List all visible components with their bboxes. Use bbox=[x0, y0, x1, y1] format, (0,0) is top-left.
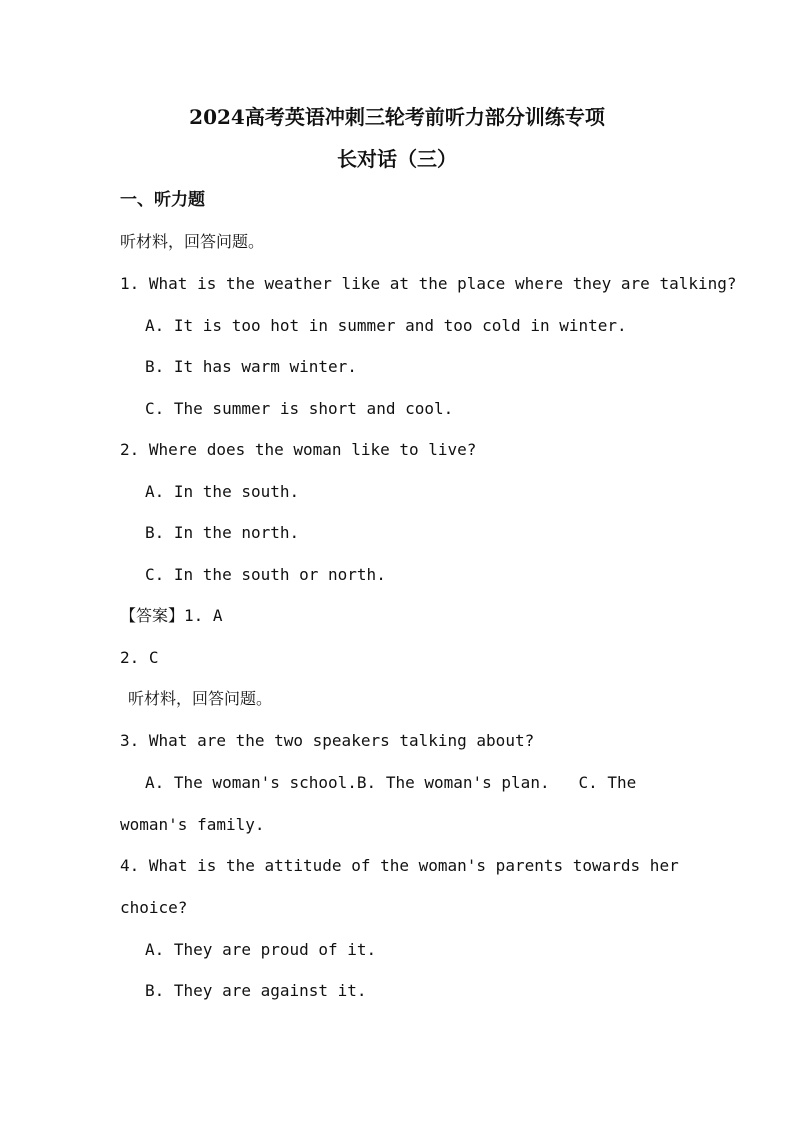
question-3-options: A. The woman's school.B. The woman's plan. C. The bbox=[145, 773, 637, 792]
question-1: 1. What is the weather like at the place where they are talking? bbox=[120, 274, 737, 293]
answer-label: 【答案】 bbox=[120, 606, 185, 625]
instruction-text-2: 听材料，回答问题。 bbox=[128, 689, 273, 708]
question-2: 2. Where does the woman like to live? bbox=[120, 440, 477, 459]
answer-line bbox=[120, 606, 223, 626]
question-3-options-continued: woman's family. bbox=[120, 815, 265, 834]
question-4-continued: choice? bbox=[120, 898, 188, 917]
answer-2: 2. C bbox=[120, 648, 159, 667]
question-1-option-c: C. The summer is short and cool. bbox=[145, 399, 454, 418]
question-4-option-a: A. They are proud of it. bbox=[145, 940, 377, 959]
question-1-option-a: A. It is too hot in summer and too cold in winter. bbox=[145, 316, 627, 335]
question-2-option-b: B. In the north. bbox=[145, 523, 300, 542]
question-4: 4. What is the attitude of the woman's parents towards her bbox=[120, 856, 679, 875]
question-1-option-b: B. It has warm winter. bbox=[145, 357, 357, 376]
document-subtitle: 长对话（三） bbox=[337, 147, 457, 171]
question-2-option-c: C. In the south or north. bbox=[145, 565, 386, 584]
section-heading: 一、听力题 bbox=[120, 190, 205, 210]
answer-1: 1. A bbox=[184, 606, 223, 625]
instruction-text: 听材料，回答问题。 bbox=[120, 232, 265, 251]
question-2-option-a: A. In the south. bbox=[145, 482, 300, 501]
document-title: 2024高考英语冲刺三轮考前听力部分训练专项 bbox=[189, 105, 605, 129]
question-3: 3. What are the two speakers talking about? bbox=[120, 731, 535, 750]
question-4-option-b: B. They are against it. bbox=[145, 981, 367, 1000]
